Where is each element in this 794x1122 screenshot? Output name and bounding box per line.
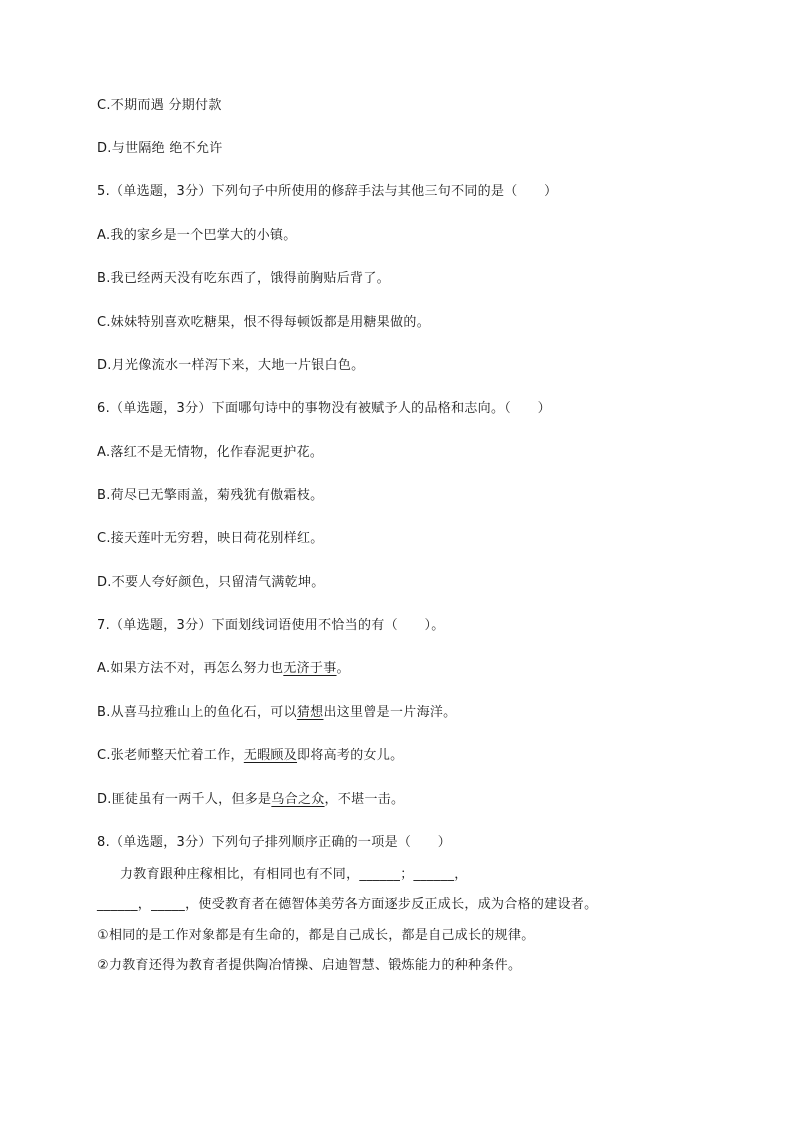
option-line: D.与世隔绝 绝不允许	[97, 141, 223, 156]
option-text: ，不堪一击。	[324, 792, 405, 807]
question-5-stem: 5.（单选题，3分）下列句子中所使用的修辞手法与其他三句不同的是（ ）	[97, 184, 558, 199]
question-7-stem: 7.（单选题，3分）下面划线词语使用不恰当的有（ ）。	[97, 618, 445, 633]
option-text: D.匪徒虽有一两千人，但多是	[97, 792, 272, 807]
underlined-word: 乌合之众	[271, 792, 325, 807]
underlined-word: 猜想	[296, 705, 324, 720]
underlined-word: 无济于事	[283, 661, 337, 676]
question-6-option-a[interactable]: A.落红不是无情物，化作春泥更护花。	[97, 445, 324, 460]
question-6-option-c[interactable]: C.接天莲叶无穷碧，映日荷花别样红。	[97, 531, 324, 546]
underlined-word: 无暇顾及	[243, 748, 298, 763]
question-8-item-2: ②力教育还得为教育者提供陶冶情操、启迪智慧、锻炼能力的种种条件。	[97, 958, 522, 973]
question-5-option-c[interactable]: C.妹妹特别喜欢吃糖果，恨不得每顿饭都是用糖果做的。	[97, 315, 431, 330]
option-text: 即将高考的女儿。	[297, 748, 404, 763]
option-text: A.如果方法不对，再怎么努力也	[97, 661, 284, 676]
question-5-option-a[interactable]: A.我的家乡是一个巴掌大的小镇。	[97, 228, 297, 243]
question-6-option-b[interactable]: B.荷尽已无擎雨盖，菊残犹有傲霜枝。	[97, 488, 324, 503]
question-8-stem: 8.（单选题，3分）下列句子排列顺序正确的一项是（ ）	[97, 835, 452, 850]
question-7-option-d[interactable]	[97, 791, 404, 809]
question-6-stem: 6.（单选题，3分）下面哪句诗中的事物没有被赋予人的品格和志向。（ ）	[97, 401, 551, 416]
question-7-option-c[interactable]	[97, 747, 403, 765]
option-line: C.不期而遇 分期付款	[97, 98, 222, 113]
question-8-passage: ______，_____，使受教育者在德智体美劳各方面逐步反正成长，成为合格的建设者。	[97, 897, 598, 912]
question-8-item-1: ①相同的是工作对象都是有生命的，都是自己成长，都是自己成长的规律。	[97, 928, 535, 943]
question-7-option-b[interactable]	[97, 704, 456, 722]
option-text: B.从喜马拉雅山上的鱼化石，可以	[97, 705, 297, 720]
question-6-option-d[interactable]: D.不要人夸好颜色，只留清气满乾坤。	[97, 575, 325, 590]
option-text: C.张老师整天忙着工作，	[97, 748, 244, 763]
question-5-option-b[interactable]: B.我已经两天没有吃东西了，饿得前胸贴后背了。	[97, 271, 390, 286]
question-5-option-d[interactable]: D.月光像流水一样泻下来，大地一片银白色。	[97, 358, 365, 373]
option-text: 出这里曾是一片海洋。	[323, 705, 457, 720]
question-7-option-a[interactable]	[97, 660, 350, 678]
option-text: 。	[336, 661, 350, 676]
question-8-passage: 力教育跟种庄稼相比，有相同也有不同，______；______，	[120, 867, 468, 882]
